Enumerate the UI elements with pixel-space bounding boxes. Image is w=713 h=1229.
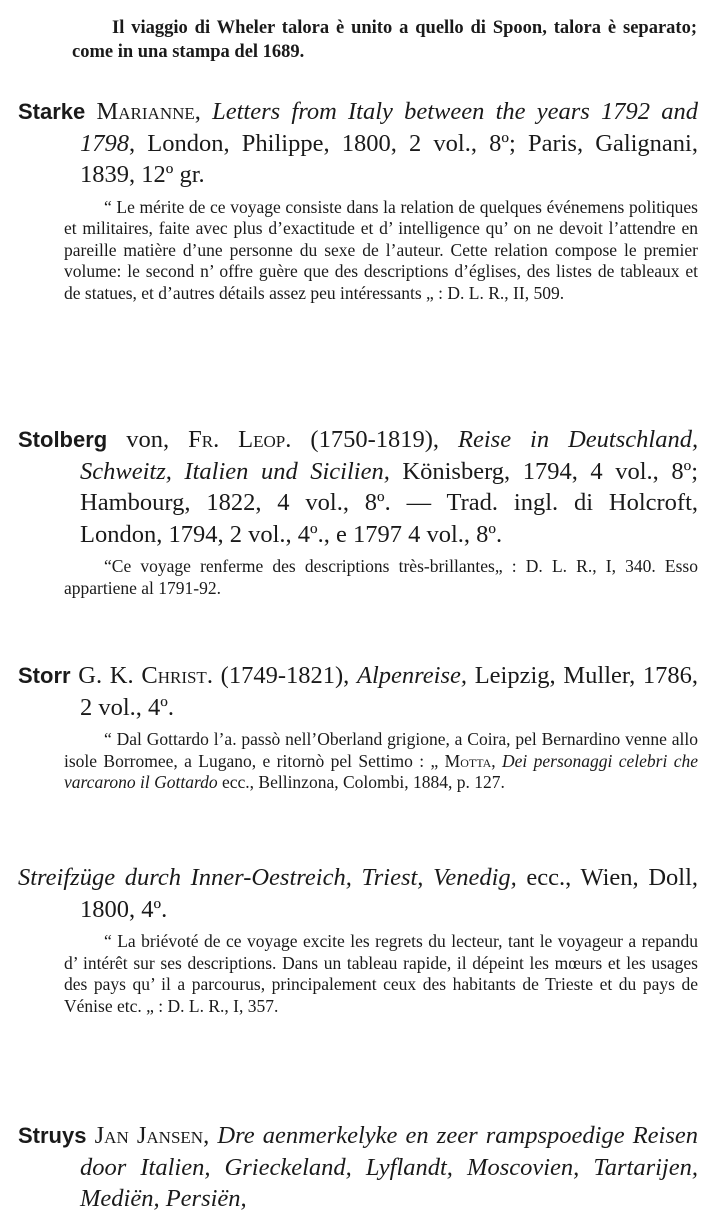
quote-body: “ Dal Gottardo l’a. passò nell’Oberland grigione, a Coira, pel Bernardino venne allo isole Borromee, a Lugano, e ritornò pel Settimo : „ [64, 729, 698, 771]
quote-text [64, 729, 698, 794]
work-title: Reise in Deutschland, Schweitz, Italien und Sicilien, [80, 426, 699, 485]
author-forename: Marianne, [96, 98, 201, 125]
author-surname: Starke [18, 99, 86, 124]
author-dates: (1749-1821), [220, 662, 350, 689]
publication-details: Könisberg, 1794, 4 vol., 8º; Hambourg, 1822, 4 vol., 8º. — Trad. ingl. di Holcroft, London, 1794, 2 vol., 4º., e 1797 4 vol., 8º. [80, 457, 698, 548]
author-forename: Fr. Leop. [188, 426, 292, 453]
intro-note: Il viaggio di Wheler talora è unito a quello di Spoon, talora è separato; come in una stampa del 1689. [72, 18, 697, 62]
entry-heading [18, 1120, 698, 1215]
author-dates: (1750-1819), [310, 426, 440, 453]
quote-cited-title: Dei personaggi celebri che varcarono il Gottardo [64, 750, 699, 792]
publication-details: Leipzig, Muller, 1786, 2 vol., 4º. [80, 662, 699, 721]
entry-stolberg [18, 424, 698, 599]
entry-storr [18, 660, 698, 794]
work-title: Alpenreise, [357, 662, 467, 689]
entry-heading [18, 660, 698, 723]
work-title: Dre aenmerkelyke en zeer rampspoedige Reisen door Italien, Grieckeland, Lyflandt, Moscovien, Tartarijen, Mediën, Persiën, [80, 1122, 699, 1212]
entry-streifzuge [18, 862, 698, 1017]
work-title: Letters from Italy between the years 1792 and 1798 [80, 98, 698, 157]
entry-struys [18, 1120, 698, 1215]
entry-starke [18, 96, 698, 304]
quote-cited-author: Motta, [444, 750, 496, 771]
author-forename: Christ. [141, 662, 213, 689]
author-initials: G. K. [78, 662, 134, 689]
quote-text: “ Le mérite de ce voyage consiste dans la relation de quelques événemens politiques et militaires, faite avec plus d’exactitude et d’ intelligence qu’ on ne devoit l’attendre en pareille matière d’une personne du sexe de l’auteur. Cette relation compose le premier volume: le second n’ offre guère que des descriptions d’églises, des listes de tableaux et de statues, et d’autres détails assez peu intéressants „ : D. L. R., II, 509. [64, 196, 698, 303]
entry-quote [18, 556, 698, 599]
entry-quote [18, 931, 698, 1017]
quote-text: “Ce voyage renferme des descriptions très-brillantes„ : D. L. R., I, 340. Esso appartiene al 1791-92. [64, 556, 698, 598]
entry-heading [18, 96, 698, 191]
publication-details: , London, Philippe, 1800, 2 vol., 8º; Paris, Galignani, 1839, 12º gr. [80, 129, 698, 188]
entry-heading [18, 862, 698, 925]
entry-quote [18, 197, 698, 305]
quote-text: “ La briévoté de ce voyage excite les regrets du lecteur, tant le voyageur a repandu d’ intérêt sur ses descriptions. Dans un tableau rapide, il dépeint les mœurs et les usages des pays qu’ il a parcourus, principalement ceux des habitants de Trieste et du pays de Vénise etc. „ : D. L. R., I, 357. [64, 931, 698, 1016]
author-forename: Jan Jansen, [94, 1122, 210, 1149]
entry-quote [18, 729, 698, 794]
author-surname: Stolberg [18, 427, 108, 452]
publication-details: ecc., Wien, Doll, 1800, 4º. [80, 864, 699, 923]
work-title: Streifzüge durch Inner-Oestreich, Triest, Venedig, [18, 864, 517, 891]
entry-heading [18, 424, 698, 550]
author-particle: von, [126, 426, 170, 453]
quote-citation: ecc., Bellinzona, Colombi, 1884, p. 127. [221, 772, 505, 792]
author-surname: Storr [18, 663, 71, 688]
author-surname: Struys [18, 1123, 87, 1148]
